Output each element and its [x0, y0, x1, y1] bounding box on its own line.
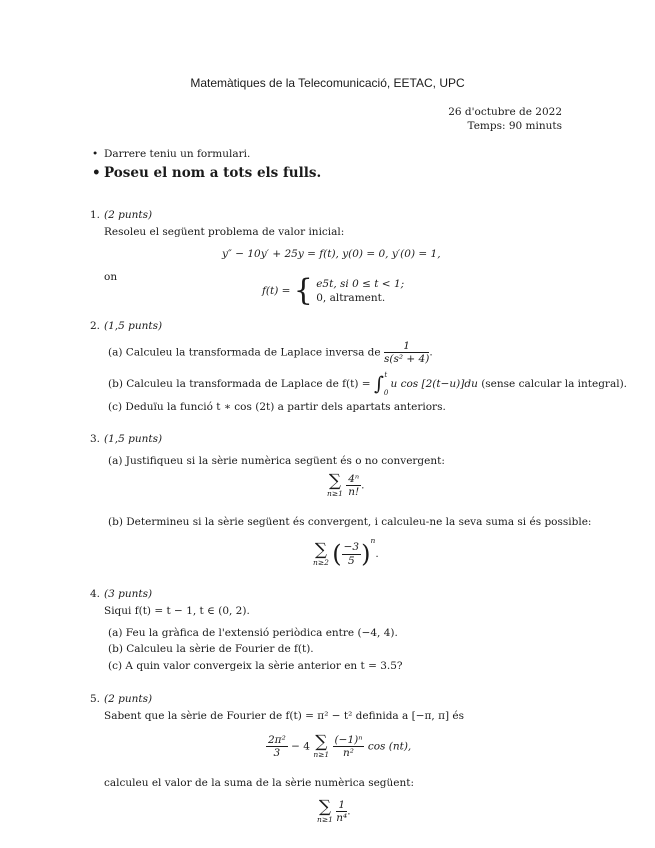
q5-term-denominator: n²: [343, 747, 354, 760]
q3a-label: (a): [108, 455, 123, 467]
q2b: [108, 371, 627, 397]
q5-fourier-series: [266, 734, 411, 759]
q1-f-lhs: f(t) =: [262, 285, 291, 297]
q3b: [108, 516, 591, 528]
exam-duration: Temps: 90 minuts: [467, 120, 562, 132]
q5-target-numerator: 1: [336, 799, 347, 812]
q4c: [108, 660, 403, 672]
left-paren: (: [332, 540, 342, 568]
q5-const-numerator: 2π²: [268, 734, 286, 746]
q3b-period: .: [375, 548, 379, 560]
q2b-integrand: u cos [2(t−u)]du: [390, 378, 478, 390]
q3a-series: [327, 473, 365, 498]
q5-cos-term: cos (nt),: [367, 740, 412, 753]
page-title: Matemàtiques de la Telecomunicació, EETAC, UPC: [190, 76, 465, 90]
q2c: [108, 401, 446, 413]
q3-number: 3.: [90, 433, 101, 445]
q2a-denominator: s(s² + 4): [383, 353, 430, 366]
q5-points: (2 punts): [104, 693, 153, 705]
q5-ask: calculeu el valor de la suma de la sèrie numèrica següent:: [104, 777, 415, 789]
q2c-text: Deduïu la funció t ∗ cos (2t) a partir dels apartats anteriors.: [125, 401, 446, 413]
q3a: [108, 455, 445, 467]
q5-number: 5.: [90, 693, 101, 705]
q4a-text: Feu la gràfica de l'extensió periòdica entre (−4, 4).: [125, 627, 398, 639]
q2a-fraction: [384, 340, 429, 365]
q4a: [108, 627, 398, 639]
q2a-period: .: [429, 346, 433, 359]
q3b-sum: [313, 539, 329, 567]
q5-statement: Sabent que la sèrie de Fourier de f(t) = π² − t² definida a [−π, π] és: [104, 710, 465, 722]
q5-target-fraction: [336, 799, 347, 824]
q5-minus-four: − 4: [291, 740, 310, 753]
q1-case-1: e5t, si 0 ≤ t < 1;: [316, 277, 405, 290]
q2c-label: (c): [108, 401, 123, 413]
q2b-tail: (sense calcular la integral).: [481, 378, 628, 390]
q1-cases: [316, 277, 404, 305]
q5-target-denominator: n⁴: [336, 812, 348, 825]
q1-piecewise: [262, 273, 405, 308]
q4a-label: (a): [108, 627, 123, 639]
summation-icon: ∑: [318, 797, 332, 818]
q3b-label: (b): [108, 516, 123, 528]
q5-target-series: [317, 799, 351, 824]
q3b-sum-index: n≥2: [313, 557, 329, 567]
q5-sum-index: n≥1: [313, 750, 330, 760]
summation-icon: ∑: [315, 732, 328, 753]
summation-icon: ∑: [328, 471, 342, 492]
note-bullet-1: •: [92, 148, 99, 160]
q5-target-sum-index: n≥1: [317, 815, 333, 825]
q3b-exponent: n: [370, 536, 376, 545]
q3b-fraction: [342, 541, 361, 566]
q1-on: on: [104, 271, 118, 283]
q1-number: 1.: [90, 209, 101, 221]
q3b-text: Determineu si la sèrie següent és convergent, i calculeu-ne la seva suma si és possible:: [126, 516, 592, 528]
q3b-series: [313, 536, 379, 568]
exam-date: 26 d'octubre de 2022: [448, 106, 562, 118]
q4b: [108, 643, 314, 655]
q2b-integral-lower: 0: [383, 389, 389, 397]
q5-target-period: .: [347, 805, 351, 818]
q1-points: (2 punts): [104, 209, 153, 221]
q5-const-denominator: 3: [273, 747, 281, 760]
q1-brace: {: [293, 273, 313, 308]
q3a-sum: [327, 473, 343, 498]
q2-number: 2.: [90, 320, 101, 332]
q2-points: (1,5 punts): [104, 320, 163, 332]
q4-statement: Siqui f(t) = t − 1, t ∈ (0, 2).: [104, 605, 250, 617]
q5-target-sum: [317, 799, 333, 824]
q3a-numerator: 4ⁿ: [348, 473, 360, 485]
q3a-text: Justifiqueu si la sèrie numèrica següent és o no convergent:: [125, 455, 445, 467]
q3a-denominator: n!: [348, 486, 360, 499]
q2a-numerator: 1: [384, 340, 429, 353]
q2b-text: Calculeu la transformada de Laplace de f(t) =: [126, 378, 371, 390]
note-formulary: Darrere teniu un formulari.: [104, 148, 251, 160]
q4b-text: Calculeu la sèrie de Fourier de f(t).: [126, 643, 314, 655]
q2a-label: (a): [108, 346, 123, 359]
q4-number: 4.: [90, 588, 101, 600]
q3-points: (1,5 punts): [104, 433, 163, 445]
q1-case-2: 0, altrament.: [316, 292, 386, 304]
q2b-label: (b): [108, 378, 123, 390]
q5-term-numerator: (−1)ⁿ: [334, 734, 363, 746]
integral-sign: ∫: [373, 373, 384, 395]
q4c-label: (c): [108, 660, 123, 672]
q3a-period: .: [361, 479, 365, 492]
summation-icon: ∑: [314, 539, 328, 560]
note-name: Poseu el nom a tots els fulls.: [104, 165, 322, 181]
note-bullet-2: •: [92, 165, 101, 181]
q2a: [108, 340, 433, 365]
q1-equation: y″ − 10y′ + 25y = f(t), y(0) = 0, y′(0) = 1,: [222, 248, 441, 260]
q1-statement: Resoleu el següent problema de valor inicial:: [104, 226, 345, 238]
q2b-integral-upper: t: [384, 371, 388, 379]
q5-term-fraction: [333, 734, 365, 759]
q4c-text: A quin valor convergeix la sèrie anterior en t = 3.5?: [125, 660, 403, 672]
q4b-label: (b): [108, 643, 123, 655]
q5-sum: [313, 734, 329, 759]
q3b-denominator: 5: [348, 554, 355, 567]
q2a-text: Calculeu la transformada de Laplace inversa de: [125, 346, 381, 359]
q3a-fraction: [346, 473, 361, 498]
q3b-numerator: −3: [343, 541, 360, 554]
q5-const-fraction: [266, 734, 288, 759]
q3a-sum-index: n≥1: [327, 489, 343, 499]
right-paren: ): [361, 540, 371, 568]
q4-points: (3 punts): [104, 588, 153, 600]
